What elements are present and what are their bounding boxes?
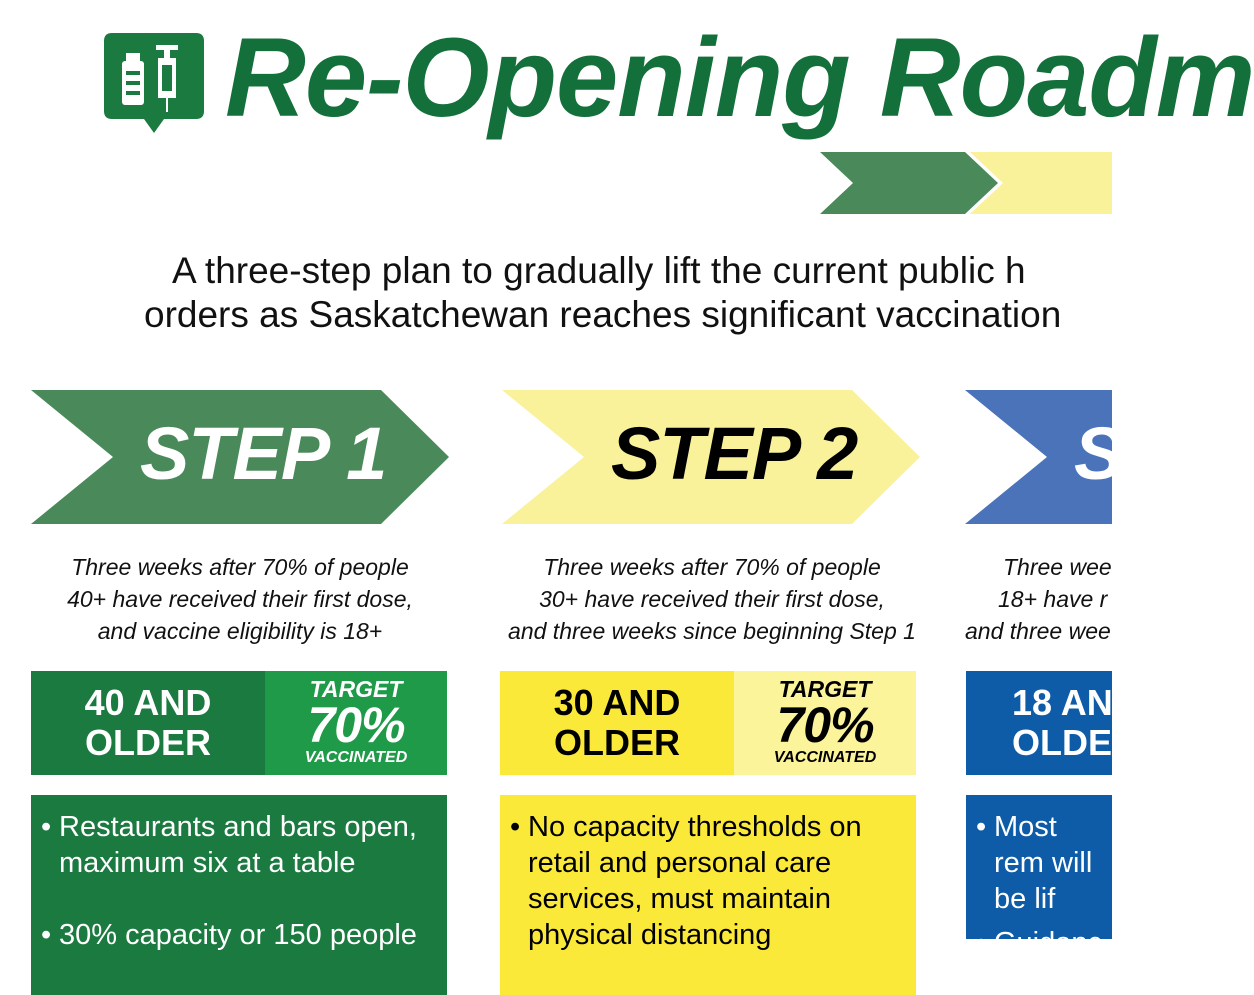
step-3-rules xyxy=(966,795,1112,959)
step-2-target xyxy=(734,671,916,775)
target-label: TARGET xyxy=(309,676,403,702)
step-3-age-group xyxy=(966,671,1112,775)
step-2-desc-line: Three weeks after 70% of people xyxy=(543,554,881,580)
step-1-desc-line: 40+ have received their first dose, xyxy=(67,586,413,612)
step-1-rules xyxy=(31,795,447,995)
age-line: OLDE xyxy=(1012,722,1113,763)
target-vaccinated: VACCINATED xyxy=(773,749,877,766)
step-1-label: STEP 1 xyxy=(140,412,387,495)
step-3-description xyxy=(965,551,1112,647)
age-line: 30 AND xyxy=(553,682,681,723)
step-2-desc-line: 30+ have received their first dose, xyxy=(539,586,885,612)
step-2-rules xyxy=(500,795,916,995)
target-percent: 70% xyxy=(307,697,405,753)
step-3-desc-line: 18+ have r xyxy=(998,586,1108,612)
subtitle-line-2: orders as Saskatchewan reaches significant vaccination xyxy=(144,294,1062,335)
progress-chevrons xyxy=(820,152,1112,214)
age-line: OLDER xyxy=(85,722,211,763)
step-2-age-group xyxy=(500,671,734,775)
step-2-description xyxy=(482,551,942,647)
target-vaccinated: VACCINATED xyxy=(304,749,408,766)
list-item: • No capacity thresholds on retail and personal care services, must maintain physical distancing xyxy=(510,811,862,951)
step-3-desc-line: Three wee xyxy=(1003,554,1112,580)
step-1-desc-line: and vaccine eligibility is 18+ xyxy=(97,618,383,644)
step-1-description xyxy=(10,551,470,647)
list-item: • Guidanc xyxy=(976,927,1103,959)
age-line: 40 AND xyxy=(84,682,212,723)
age-line: OLDER xyxy=(554,722,680,763)
step-1-target xyxy=(265,671,447,775)
list-item: • 30% capacity or 150 people xyxy=(41,919,417,951)
vaccine-syringe-icon xyxy=(104,33,204,133)
target-percent: 70% xyxy=(776,697,874,753)
age-line: 18 AN xyxy=(1012,682,1113,723)
step-2-label: STEP 2 xyxy=(611,412,858,495)
step-1-age-group xyxy=(31,671,265,775)
step-1-desc-line: Three weeks after 70% of people xyxy=(71,554,409,580)
step-2-desc-line: and three weeks since beginning Step 1 xyxy=(508,618,916,644)
page-title: Re-Opening Roadm xyxy=(225,15,1254,140)
list-item: • Restaurants and bars open, maximum six at a table xyxy=(41,811,417,879)
subtitle-line-1: A three-step plan to gradually lift the current public h xyxy=(172,250,1026,291)
list-item: • Most rem will be lif xyxy=(976,811,1093,915)
target-label: TARGET xyxy=(778,676,872,702)
step-3-label: S xyxy=(1074,412,1123,495)
step-3-desc-line: and three wee xyxy=(965,618,1111,644)
